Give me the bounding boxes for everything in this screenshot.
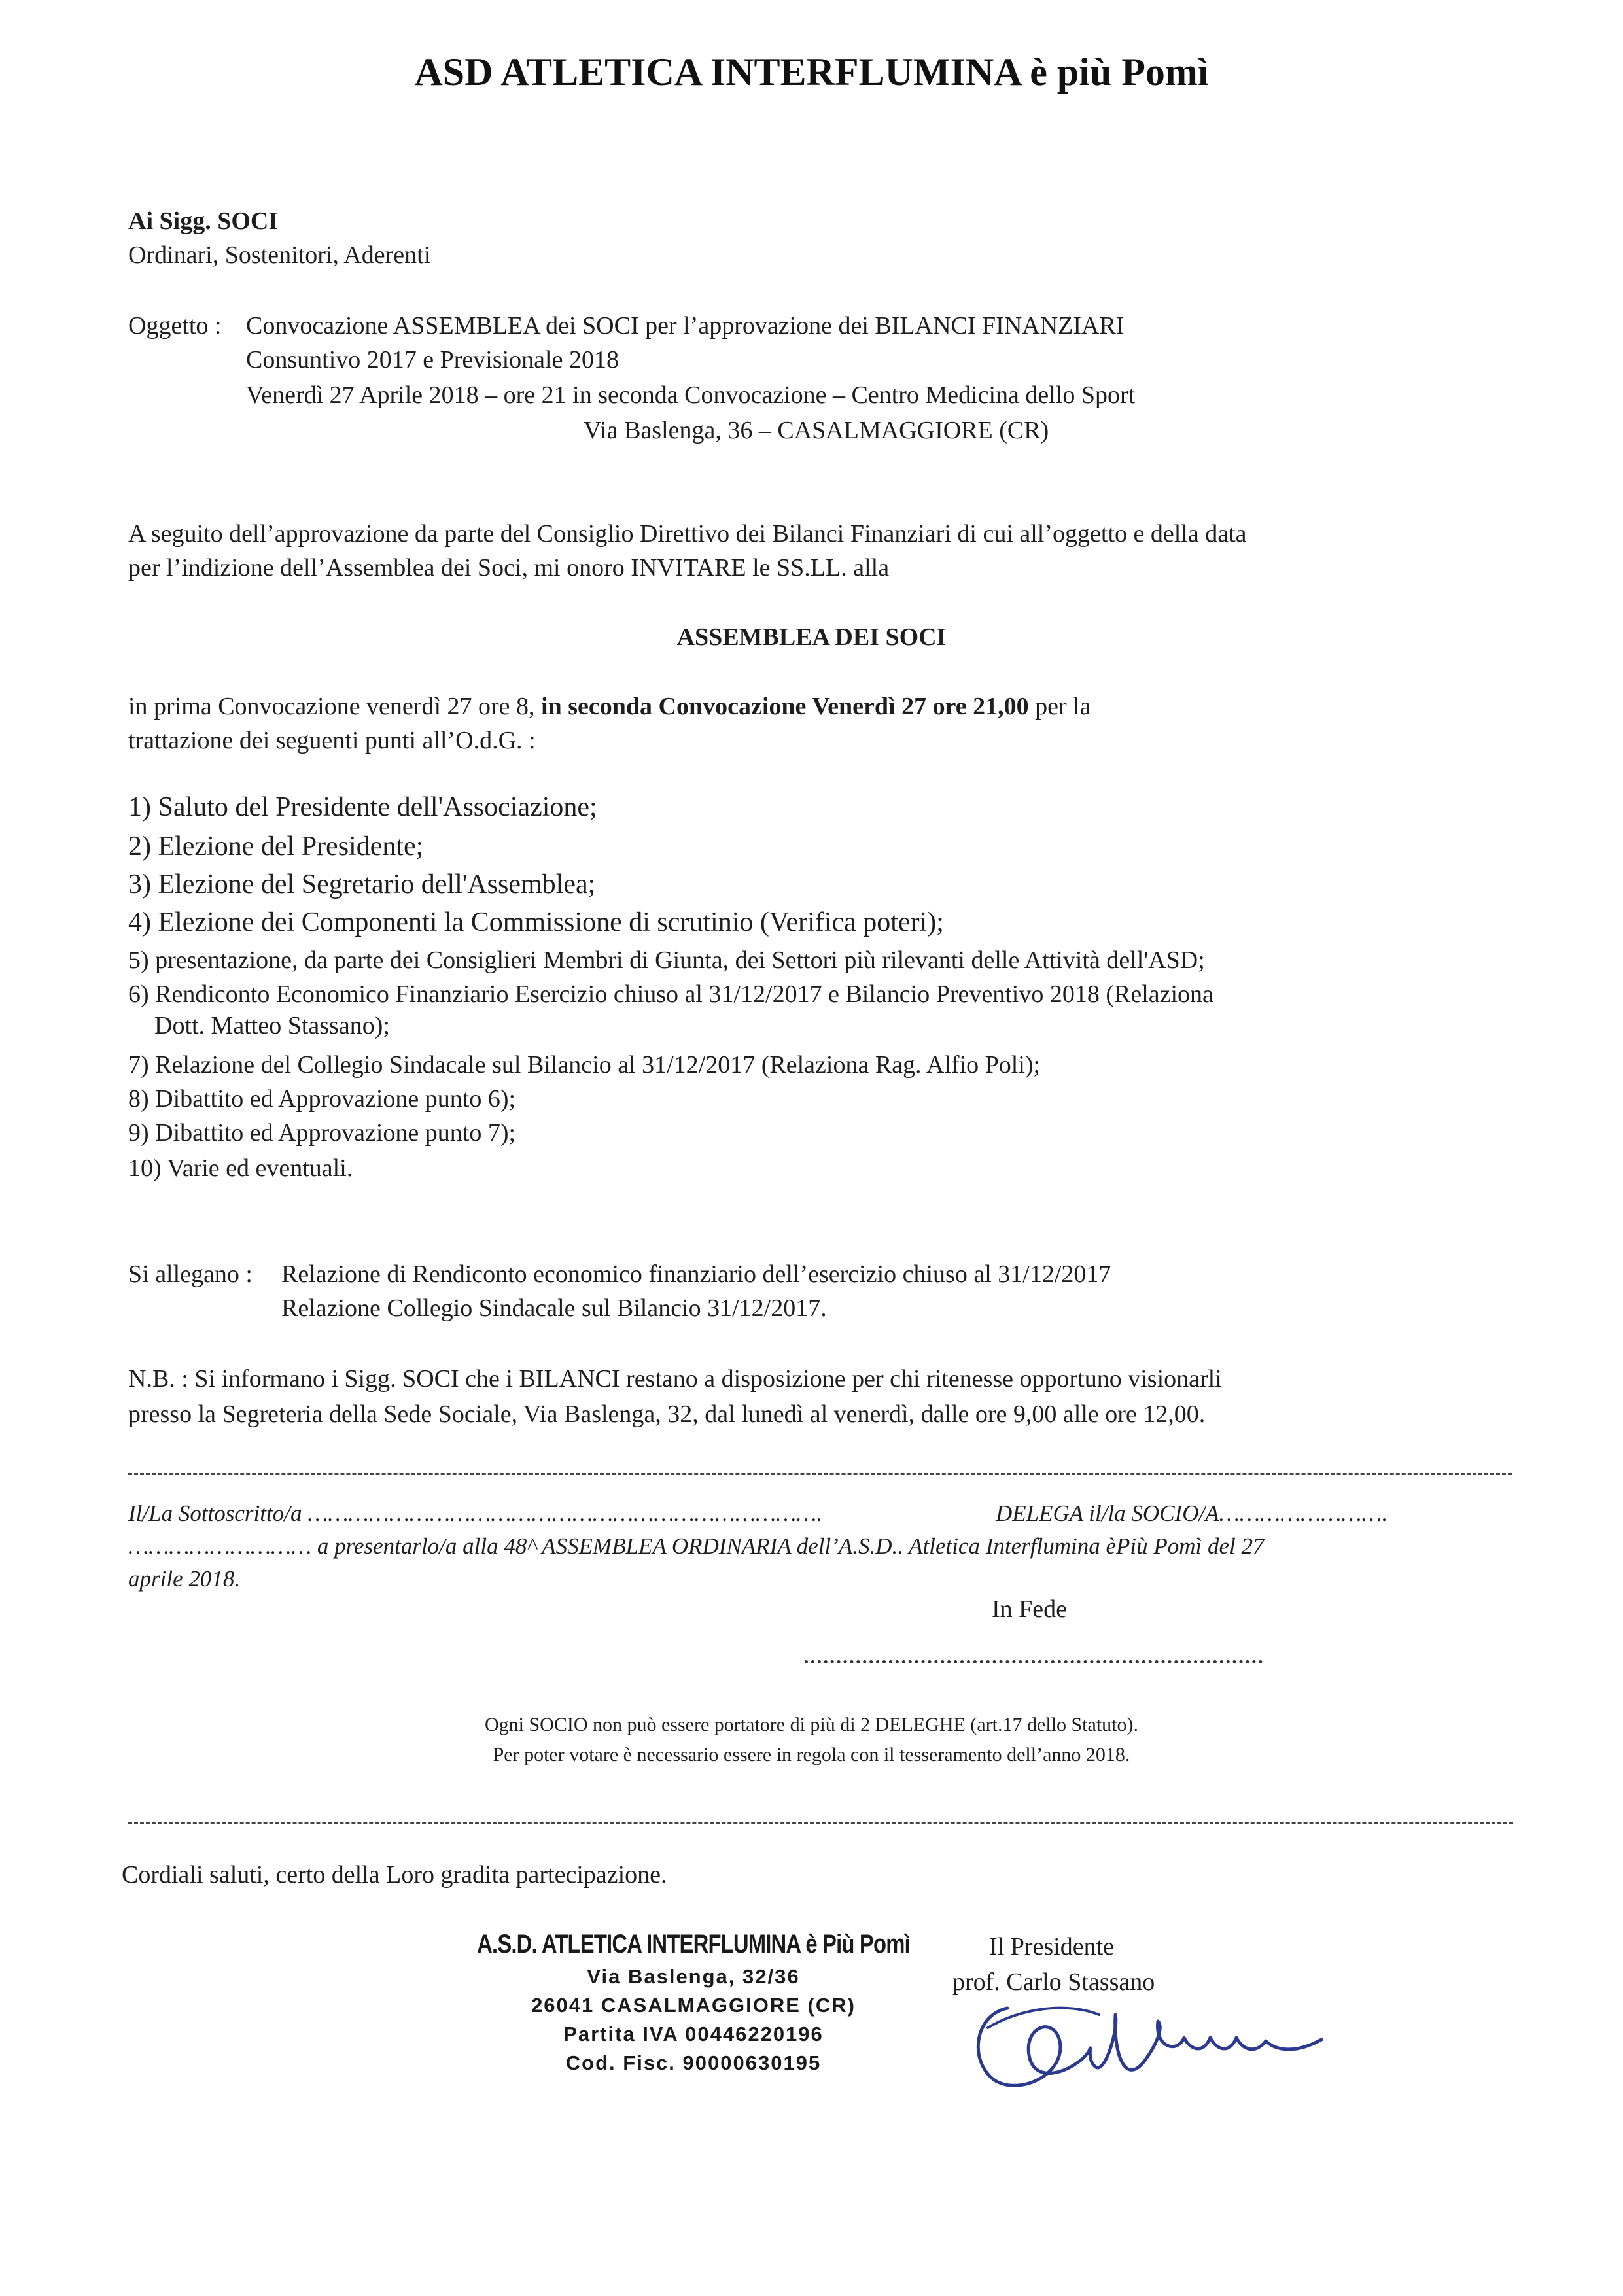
stamp-line-4: Partita IVA 00446220196 — [563, 2023, 824, 2045]
nb-line-2: presso la Segreteria della Sede Sociale, Via Baslenga, 32, dal lunedì al venerdì, dalle ore 9,00 alle ore 12,00. — [128, 1400, 1206, 1428]
stamp-line-2: Via Baslenga, 32/36 — [587, 1965, 800, 1988]
in-fede-label: In Fede — [992, 1595, 1068, 1623]
stamp-line-5: Cod. Fisc. 90000630195 — [565, 2051, 822, 2074]
intro-line-2: per l’indizione dell’Assemblea dei Soci, mi onoro INVITARE le SS.LL. alla — [128, 554, 890, 582]
convocation-first: in prima Convocazione venerdì 27 ore 8, — [128, 693, 542, 720]
president-title: Il Presidente — [989, 1933, 1115, 1960]
agenda-item-4: 4) Elezione dei Componenti la Commissione di scrutinio (Verifica poteri); — [128, 907, 944, 937]
attachments-label: Si allegano : — [128, 1261, 253, 1288]
delegation-line-1b: DELEGA il/la SOCIO/A……………………. — [996, 1501, 1388, 1526]
nb-line-1: N.B. : Si informano i Sigg. SOCI che i BILANCI restano a disposizione per chi ritenesse opportuno visionarli — [128, 1365, 1222, 1393]
subject-line-2: Consuntivo 2017 e Previsionale 2018 — [246, 346, 619, 374]
convocation-second: in seconda Convocazione Venerdì 27 ore 21,00 — [541, 693, 1029, 720]
agenda-item-6: 6) Rendiconto Economico Finanziario Esercizio chiuso al 31/12/2017 e Bilancio Preventivo 2018 (Relaziona — [128, 981, 1213, 1008]
divider-bottom — [128, 1822, 1513, 1824]
agenda-item-9: 9) Dibattito ed Approvazione punto 7); — [128, 1119, 516, 1147]
assembly-heading: ASSEMBLEA DEI SOCI — [676, 623, 947, 651]
closing-text: Cordiali saluti, certo della Loro gradita partecipazione. — [122, 1861, 667, 1888]
agenda-item-2: 2) Elezione del Presidente; — [128, 831, 424, 861]
recipients-types: Ordinari, Sostenitori, Aderenti — [128, 241, 431, 269]
subject-line-1: Convocazione ASSEMBLEA dei SOCI per l’approvazione dei BILANCI FINANZIARI — [246, 312, 1125, 339]
delegation-line-3: aprile 2018. — [128, 1566, 241, 1592]
convocation-line-2: trattazione dei seguenti punti all’O.d.G. : — [128, 727, 536, 754]
agenda-item-6-cont: Dott. Matteo Stassano); — [154, 1012, 390, 1039]
subject-line-3: Venerdì 27 Aprile 2018 – ore 21 in seconda Convocazione – Centro Medicina dello Sport — [246, 381, 1136, 409]
recipients-heading: Ai Sigg. SOCI — [128, 207, 279, 235]
association-stamp — [419, 1926, 968, 2078]
agenda-item-1: 1) Saluto del Presidente dell'Associazione; — [128, 792, 597, 822]
signature-line — [805, 1660, 1263, 1663]
delegation-line-2: ……………………… a presentarlo/a alla 48^ ASSEMBLEA ORDINARIA dell’A.S.D.. Atletica Interflumina èPiù Pomì del 27 — [128, 1533, 1265, 1559]
handwritten-signature — [968, 1989, 1335, 2100]
divider-top — [128, 1473, 1512, 1475]
agenda-item-7: 7) Relazione del Collegio Sindacale sul Bilancio al 31/12/2017 (Relaziona Rag. Alfio Poli); — [128, 1051, 1041, 1079]
convocation-tail: per la — [1028, 693, 1091, 720]
subject-label: Oggetto : — [128, 312, 222, 339]
agenda-item-10: 10) Varie ed eventuali. — [128, 1155, 353, 1182]
stamp-line-1: A.S.D. ATLETICA INTERFLUMINA è Più Pomì — [477, 1930, 910, 1958]
note-line-1: Ogni SOCIO non può essere portatore di più di 2 DELEGHE (art.17 dello Statuto). — [485, 1714, 1138, 1735]
stamp-line-3: 26041 CASALMAGGIORE (CR) — [531, 1994, 856, 2017]
agenda-item-3: 3) Elezione del Segretario dell'Assemblea; — [128, 869, 596, 899]
president-name: prof. Carlo Stassano — [952, 1968, 1155, 1996]
attachment-2: Relazione Collegio Sindacale sul Bilancio 31/12/2017. — [281, 1295, 827, 1322]
agenda-item-5: 5) presentazione, da parte dei Consiglieri Membri di Giunta, dei Settori più rilevanti delle Attività dell'ASD; — [128, 947, 1205, 974]
delegation-line-1a: Il/La Sottoscritto/a …………………………………………………………………. — [128, 1501, 822, 1526]
convocation-line-1 — [128, 687, 1091, 726]
agenda-item-8: 8) Dibattito ed Approvazione punto 6); — [128, 1085, 516, 1113]
attachment-1: Relazione di Rendiconto economico finanziario dell’esercizio chiuso al 31/12/2017 — [281, 1261, 1111, 1288]
document-title: ASD ATLETICA INTERFLUMINA è più Pomì — [414, 50, 1209, 94]
note-line-2: Per poter votare è necessario essere in regola con il tesseramento dell’anno 2018. — [493, 1744, 1130, 1765]
subject-line-4: Via Baslenga, 36 – CASALMAGGIORE (CR) — [584, 417, 1049, 444]
intro-line-1: A seguito dell’approvazione da parte del Consiglio Direttivo dei Bilanci Finanziari di cui all’oggetto e della data — [128, 520, 1247, 548]
